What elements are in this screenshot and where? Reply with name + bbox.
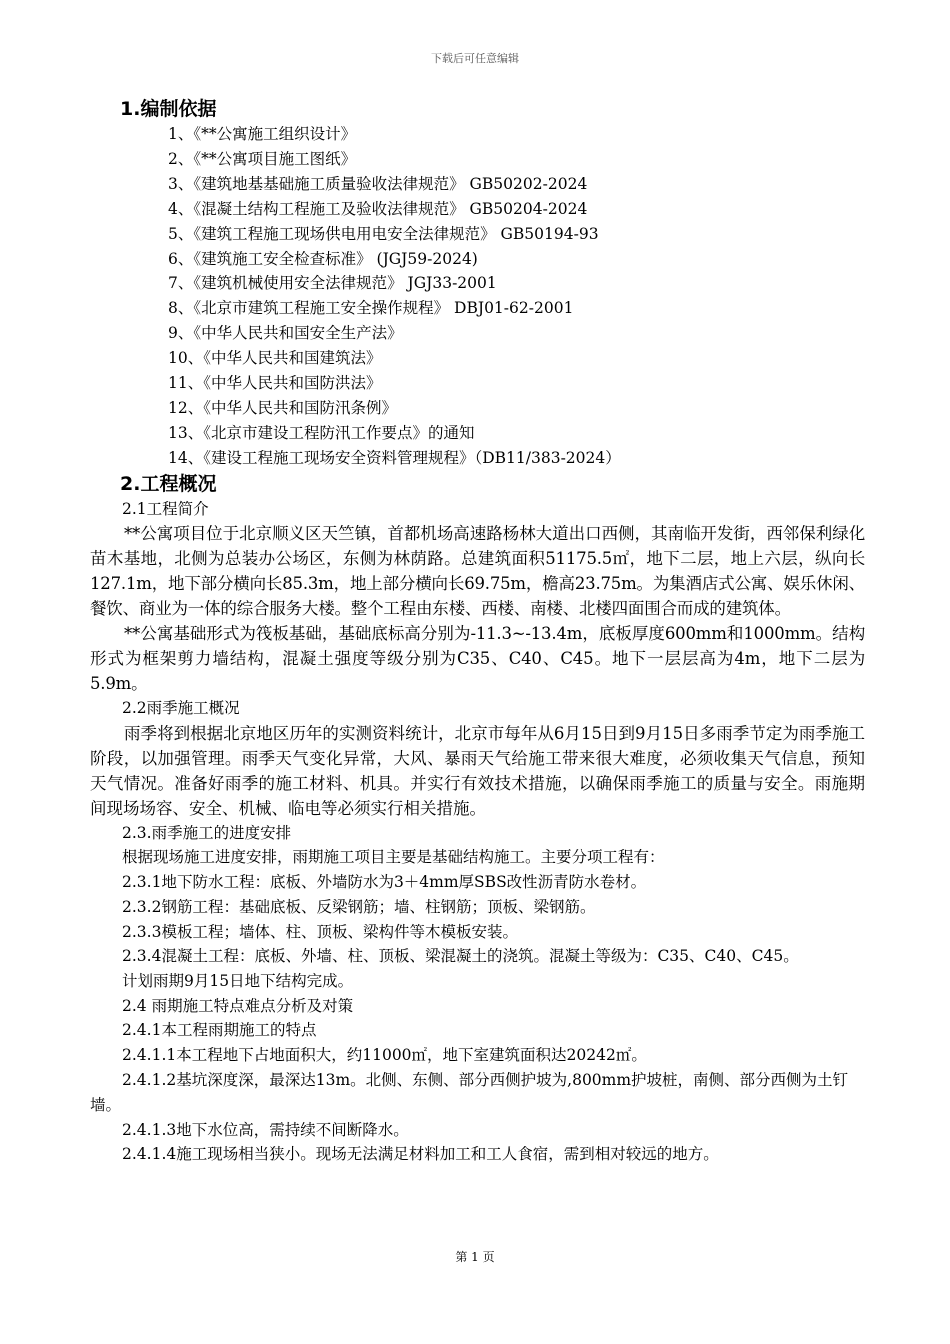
section2-heading: 2.工程概况 — [120, 472, 217, 495]
reference-item: 13、《北京市建设工程防汛工作要点》的通知 — [168, 423, 475, 442]
feature-line: 2.4.1.1本工程地下占地面积大，约11000㎡，地下室建筑面积达20242㎡。 — [122, 1046, 647, 1065]
pit-depth-line: 2.4.1.2基坑深度深，最深达13m。北侧、东侧、部分西侧护坡为,800mm护坡桩，南侧、部分西侧为土钉墙。 — [90, 1071, 849, 1114]
page-footer: 第 1 页 — [455, 1250, 495, 1264]
reference-item: 10、《中华人民共和国建筑法》 — [168, 349, 382, 368]
reference-item: 8、《北京市建筑工程施工安全操作规程》 DBJ01-62-2001 — [168, 299, 574, 318]
schedule-line: 2.3.2钢筋工程：基础底板、反梁钢筋；墙、柱钢筋；顶板、梁钢筋。 — [122, 897, 596, 916]
concrete-work-line: 2.3.4混凝土工程：底板、外墙、柱、顶板、梁混凝土的浇筑。混凝土等级为：C35、C40、C45。 — [122, 947, 799, 966]
document-body — [90, 96, 865, 1167]
reference-item: 4、《混凝土结构工程施工及验收法律规范》 GB50204-2024 — [168, 199, 588, 218]
subsection-2-1-title: 2.1工程简介 — [122, 499, 209, 518]
reference-item: 5、《建筑工程施工现场供电用电安全法律规范》 GB50194-93 — [168, 224, 599, 243]
schedule-line: 根据现场施工进度安排，雨期施工项目主要是基础结构施工。主要分项工程有： — [122, 848, 665, 867]
feature-line: 2.4.1本工程雨期施工的特点 — [122, 1021, 317, 1040]
subsection-2-2-title: 2.2雨季施工概况 — [122, 699, 240, 718]
reference-item: 9、《中华人民共和国安全生产法》 — [168, 324, 403, 343]
plan-line: 计划雨期9月15日地下结构完成。 — [122, 972, 354, 991]
schedule-line: 2.3.3模板工程；墙体、柱、顶板、梁构件等木模板安装。 — [122, 922, 518, 941]
project-intro-paragraph: **公寓项目位于北京顺义区天竺镇，首都机场高速路杨林大道出口西侧，其南临开发街，西邻保利绿化苗木基地，北侧为总装办公场区，东侧为林荫路。总建筑面积51175.5㎡，地下二层，地上六层，纵向长127.1m，地下部分横向长85.3m，地上部分横向长69.75m，檐高23.75m。为集酒店式公寓、娱乐休闲、餐饮、商业为一体的综合服务大楼。整个工程由东楼、西楼、南楼、北楼四面围合而成的建筑体。 — [90, 524, 865, 619]
reference-item: 12、《中华人民共和国防汛条例》 — [168, 398, 397, 417]
feature-line: 2.4.1.3地下水位高，需持续不间断降水。 — [122, 1120, 409, 1139]
subsection-2-3-title: 2.3.雨季施工的进度安排 — [122, 823, 292, 842]
reference-item: 3、《建筑地基基础施工质量验收法律规范》 GB50202-2024 — [168, 174, 588, 193]
subsection-2-4-title: 2.4 雨期施工特点难点分析及对策 — [122, 996, 354, 1015]
reference-item: 6、《建筑施工安全检查标准》 (JGJ59-2024) — [168, 249, 478, 268]
reference-item: 7、《建筑机械使用安全法律规范》 JGJ33-2001 — [168, 274, 497, 293]
reference-item: 14、《建设工程施工现场安全资料管理规程》（DB11/383-2024） — [168, 448, 621, 467]
schedule-line: 2.3.1地下防水工程：底板、外墙防水为3＋4mm厚SBS改性沥青防水卷材。 — [122, 872, 647, 891]
rainy-season-paragraph: 雨季将到根据北京地区历年的实测资料统计，北京市每年从6月15日到9月15日多雨季节定为雨季施工阶段，以加强管理。雨季天气变化异常，大风、暴雨天气给施工带来很大难度，必须收集天气信息，预知天气情况。准备好雨季的施工材料、机具。并实行有效技术措施，以确保雨季施工的质量与安全。雨施期间现场场容、安全、机械、临电等必须实行相关措施。 — [90, 723, 865, 818]
reference-list — [90, 122, 865, 471]
section1-heading: 1.编制依据 — [120, 98, 217, 120]
page-header: 下载后可任意编辑 — [431, 52, 519, 65]
reference-item: 2、《**公寓项目施工图纸》 — [168, 149, 357, 168]
feature-line: 2.4.1.4施工现场相当狭小。现场无法满足材料加工和工人食宿，需到相对较远的地方。 — [122, 1145, 719, 1164]
reference-item: 11、《中华人民共和国防洪法》 — [168, 374, 382, 393]
foundation-paragraph: **公寓基础形式为筏板基础，基础底标高分别为-11.3~-13.4m，底板厚度600mm和1000mm。结构形式为框架剪力墙结构，混凝土强度等级分别为C35、C40、C45。地下一层层高为4m，地下二层为5.9m。 — [90, 624, 865, 694]
reference-item: 1、《**公寓施工组织设计》 — [168, 125, 357, 143]
